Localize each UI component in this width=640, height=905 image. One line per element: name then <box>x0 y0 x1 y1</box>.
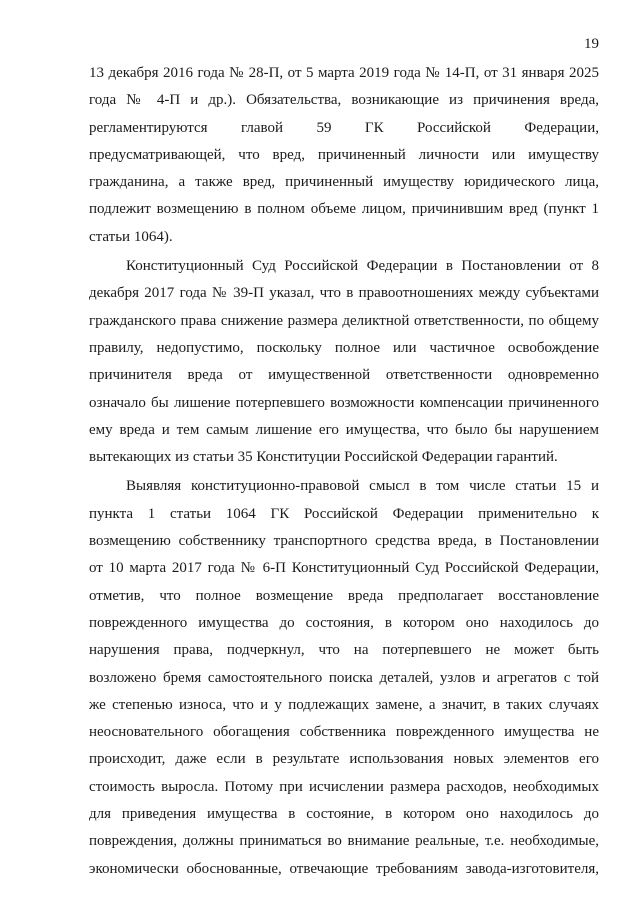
text-line: предусматривающей, что вред, причиненный личности или имуществу <box>89 146 599 163</box>
text-line: отметив, что полное возмещение вреда предполагает восстановление <box>89 587 599 604</box>
paragraph <box>89 253 599 471</box>
text-line: Конституционный Суд Российской Федерации в Постановлении от 8 <box>126 258 599 275</box>
text-line: гражданина, а также вред, причиненный имуществу юридического лица, <box>89 174 599 191</box>
text-line: 13 декабря 2016 года № 28-П, от 5 марта 2019 года № 14-П, от 31 января 2025 <box>89 65 599 81</box>
text-line: гражданского права снижение размера деликтной ответственности, по общему <box>89 312 599 329</box>
paragraph <box>89 60 599 251</box>
paragraph <box>89 473 599 882</box>
text-line: статьи 1064). <box>89 228 173 245</box>
text-line: неосновательного обогащения собственника поврежденного имущества не <box>89 724 599 741</box>
text-line: же степенью износа, что и у подлежащих замене, а значит, в таких случаях <box>89 696 599 713</box>
text-line: подлежит возмещению в полном объеме лицом, причинившим вред (пункт 1 <box>89 201 599 218</box>
page-number: 19 <box>584 36 599 52</box>
text-line: экономически обоснованные, отвечающие требованиям завода-изготовителя, <box>89 860 599 877</box>
text-line: поврежденного имущества до состояния, в котором оно находилось до <box>89 614 599 631</box>
text-line: от 10 марта 2017 года № 6-П Конституционный Суд Российской Федерации, <box>89 560 599 577</box>
text-line: нарушения права, подчеркнул, что на потерпевшего не может быть <box>89 642 599 659</box>
text-line: декабря 2017 года № 39-П указал, что в правоотношениях между субъектами <box>89 285 599 302</box>
text-line: регламентируются главой 59 ГК Российской Федерации, <box>89 119 599 136</box>
text-line: года № 4-П и др.). Обязательства, возникающие из причинения вреда, <box>89 92 599 109</box>
text-line: повреждения, должны приниматься во внимание реальные, т.е. необходимые, <box>89 833 599 850</box>
text-line: возмещению собственнику транспортного средства вреда, в Постановлении <box>89 533 599 550</box>
text-line: Выявляя конституционно-правовой смысл в том числе статьи 15 и <box>126 478 599 495</box>
text-line: происходит, даже если в результате использования новых элементов его <box>89 751 599 768</box>
text-line: возложено бремя самостоятельного поиска деталей, узлов и агрегатов с той <box>89 669 599 686</box>
text-line: для приведения имущества в состояние, в котором оно находилось до <box>89 806 599 823</box>
text-line: правилу, недопустимо, поскольку полное или частичное освобождение <box>89 339 599 356</box>
text-line: пункта 1 статьи 1064 ГК Российской Федерации применительно к <box>89 505 599 522</box>
text-line: вытекающих из статьи 35 Конституции Российской Федерации гарантий. <box>89 449 558 466</box>
text-line: означало бы лишение потерпевшего возможности компенсации причиненного <box>89 394 599 411</box>
text-line: стоимость выросла. Потому при исчислении размера расходов, необходимых <box>89 778 599 795</box>
text-line: ему вреда и тем самым лишение его имущества, что было бы нарушением <box>89 421 599 438</box>
text-line: причинителя вреда от имущественной ответственности одновременно <box>89 367 599 384</box>
document-body <box>89 60 599 883</box>
